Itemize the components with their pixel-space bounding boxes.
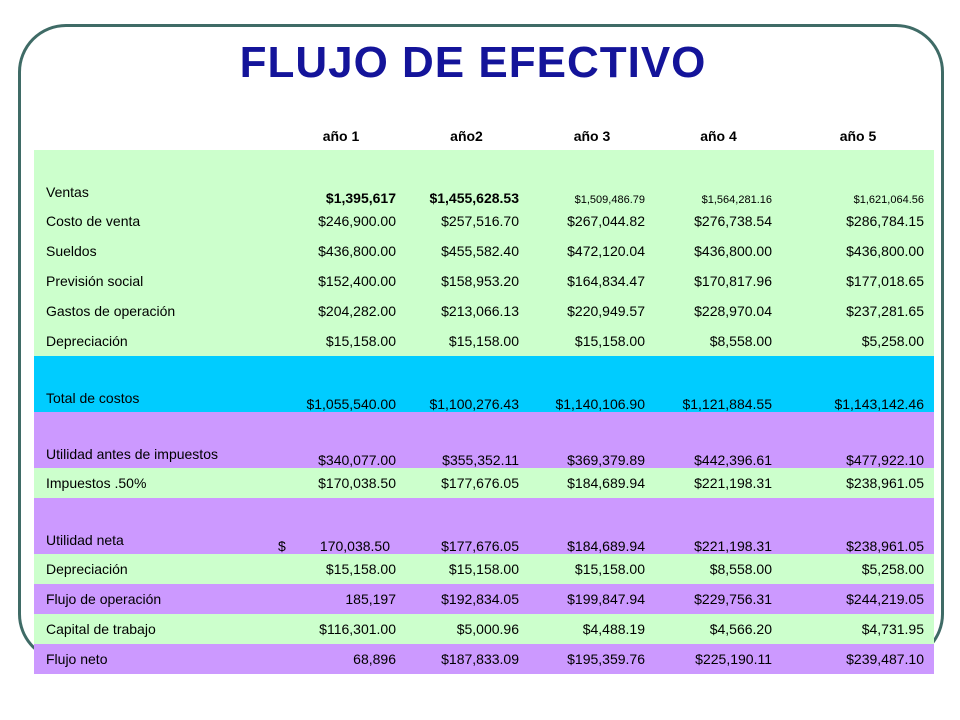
header-year-5: año 5 bbox=[839, 128, 877, 144]
cell: $239,487.10 bbox=[782, 644, 934, 674]
cell: $15,158.00 bbox=[529, 554, 655, 584]
cell: $1,455,628.53 bbox=[404, 150, 529, 206]
row-label: Costo de venta bbox=[34, 206, 278, 236]
cell: $276,738.54 bbox=[655, 206, 782, 236]
cell: $1,055,540.00 bbox=[278, 356, 404, 412]
table-row-costo-venta bbox=[34, 206, 934, 236]
cell: $158,953.20 bbox=[404, 266, 529, 296]
cell: $221,198.31 bbox=[655, 468, 782, 498]
cell: $177,676.05 bbox=[404, 498, 529, 554]
cell: $472,120.04 bbox=[529, 236, 655, 266]
cell: $436,800.00 bbox=[655, 236, 782, 266]
table-row-gastos-operacion bbox=[34, 296, 934, 326]
cell: $436,800.00 bbox=[782, 236, 934, 266]
row-label: Flujo de operación bbox=[34, 584, 278, 614]
cell: $221,198.31 bbox=[655, 498, 782, 554]
cell: $4,566.20 bbox=[655, 614, 782, 644]
table-row-depreciacion-2 bbox=[34, 554, 934, 584]
cell: $152,400.00 bbox=[278, 266, 404, 296]
header-year-3: año 3 bbox=[573, 128, 611, 144]
cell: $455,582.40 bbox=[404, 236, 529, 266]
cell: $257,516.70 bbox=[404, 206, 529, 236]
table-row-impuestos bbox=[34, 468, 934, 498]
cell: 68,896 bbox=[278, 644, 404, 674]
cell: $204,282.00 bbox=[278, 296, 404, 326]
table-row-flujo-neto bbox=[34, 644, 934, 674]
cell: $369,379.89 bbox=[529, 412, 655, 468]
header-blank bbox=[34, 122, 278, 150]
cell: $1,100,276.43 bbox=[404, 356, 529, 412]
cell: $170,817.96 bbox=[655, 266, 782, 296]
cell: $15,158.00 bbox=[404, 554, 529, 584]
cell: 185,197 bbox=[278, 584, 404, 614]
cell: $15,158.00 bbox=[278, 554, 404, 584]
row-label: Impuestos .50% bbox=[34, 468, 278, 498]
cell: $1,140,106.90 bbox=[529, 356, 655, 412]
cell: $477,922.10 bbox=[782, 412, 934, 468]
cell: $1,564,281.16 bbox=[655, 150, 782, 206]
row-label: Utilidad neta bbox=[34, 498, 278, 554]
cell: $286,784.15 bbox=[782, 206, 934, 236]
cell: $15,158.00 bbox=[278, 326, 404, 356]
row-label: Utilidad antes de impuestos bbox=[34, 412, 278, 468]
cell: $228,970.04 bbox=[655, 296, 782, 326]
header-year-4: año 4 bbox=[700, 128, 737, 144]
cell: $184,689.94 bbox=[529, 468, 655, 498]
cell: $355,352.11 bbox=[404, 412, 529, 468]
cell: $177,018.65 bbox=[782, 266, 934, 296]
cell: $267,044.82 bbox=[529, 206, 655, 236]
cell: $238,961.05 bbox=[782, 498, 934, 554]
cell: $1,621,064.56 bbox=[782, 150, 934, 206]
cell: $164,834.47 bbox=[529, 266, 655, 296]
cell: $246,900.00 bbox=[278, 206, 404, 236]
cell: $15,158.00 bbox=[404, 326, 529, 356]
cell: $244,219.05 bbox=[782, 584, 934, 614]
cell: $1,509,486.79 bbox=[529, 150, 655, 206]
cell: $225,190.11 bbox=[655, 644, 782, 674]
cell: $237,281.65 bbox=[782, 296, 934, 326]
cell: $8,558.00 bbox=[655, 554, 782, 584]
cell: $4,731.95 bbox=[782, 614, 934, 644]
cell: $213,066.13 bbox=[404, 296, 529, 326]
page-title: FLUJO DE EFECTIVO bbox=[239, 38, 707, 87]
row-label: Depreciación bbox=[34, 326, 278, 356]
row-label: Capital de trabajo bbox=[34, 614, 278, 644]
table-row-utilidad-antes-impuestos bbox=[34, 412, 934, 468]
table-row-utilidad-neta bbox=[34, 498, 934, 554]
table-row-ventas bbox=[34, 150, 934, 206]
cell: $5,000.96 bbox=[404, 614, 529, 644]
table-row-prevision-social bbox=[34, 266, 934, 296]
cell: $340,077.00 bbox=[278, 412, 404, 468]
cell: $436,800.00 bbox=[278, 236, 404, 266]
cell: $8,558.00 bbox=[655, 326, 782, 356]
cell: $1,121,884.55 bbox=[655, 356, 782, 412]
row-label: Previsión social bbox=[34, 266, 278, 296]
row-label: Ventas bbox=[34, 150, 278, 206]
cell: $195,359.76 bbox=[529, 644, 655, 674]
cell: $220,949.57 bbox=[529, 296, 655, 326]
cell: $184,689.94 bbox=[529, 498, 655, 554]
header-year-2: año2 bbox=[450, 128, 483, 144]
cell: $229,756.31 bbox=[655, 584, 782, 614]
cell bbox=[278, 498, 404, 554]
cash-flow-table bbox=[34, 122, 934, 674]
cell: $5,258.00 bbox=[782, 326, 934, 356]
dollar-sign: $ bbox=[278, 538, 286, 554]
table-row-sueldos bbox=[34, 236, 934, 266]
cell-value: 170,038.50 bbox=[319, 538, 390, 554]
cell: $116,301.00 bbox=[278, 614, 404, 644]
cell: $15,158.00 bbox=[529, 326, 655, 356]
table-row-flujo-operacion bbox=[34, 584, 934, 614]
table-row-total-costos bbox=[34, 356, 934, 412]
cell: $442,396.61 bbox=[655, 412, 782, 468]
cell: $1,143,142.46 bbox=[782, 356, 934, 412]
row-label: Depreciación bbox=[34, 554, 278, 584]
row-label: Gastos de operación bbox=[34, 296, 278, 326]
header-year-1: año 1 bbox=[322, 128, 360, 144]
cell: $238,961.05 bbox=[782, 468, 934, 498]
cell: $4,488.19 bbox=[529, 614, 655, 644]
cell: $199,847.94 bbox=[529, 584, 655, 614]
cell: $1,395,617 bbox=[278, 150, 404, 206]
table-row-depreciacion bbox=[34, 326, 934, 356]
cell: $5,258.00 bbox=[782, 554, 934, 584]
cell: $192,834.05 bbox=[404, 584, 529, 614]
cell: $187,833.09 bbox=[404, 644, 529, 674]
cell: $170,038.50 bbox=[278, 468, 404, 498]
table-header-row bbox=[34, 122, 934, 150]
row-label: Total de costos bbox=[34, 356, 278, 412]
row-label: Sueldos bbox=[34, 236, 278, 266]
row-label: Flujo neto bbox=[34, 644, 278, 674]
table-row-capital-trabajo bbox=[34, 614, 934, 644]
cell: $177,676.05 bbox=[404, 468, 529, 498]
